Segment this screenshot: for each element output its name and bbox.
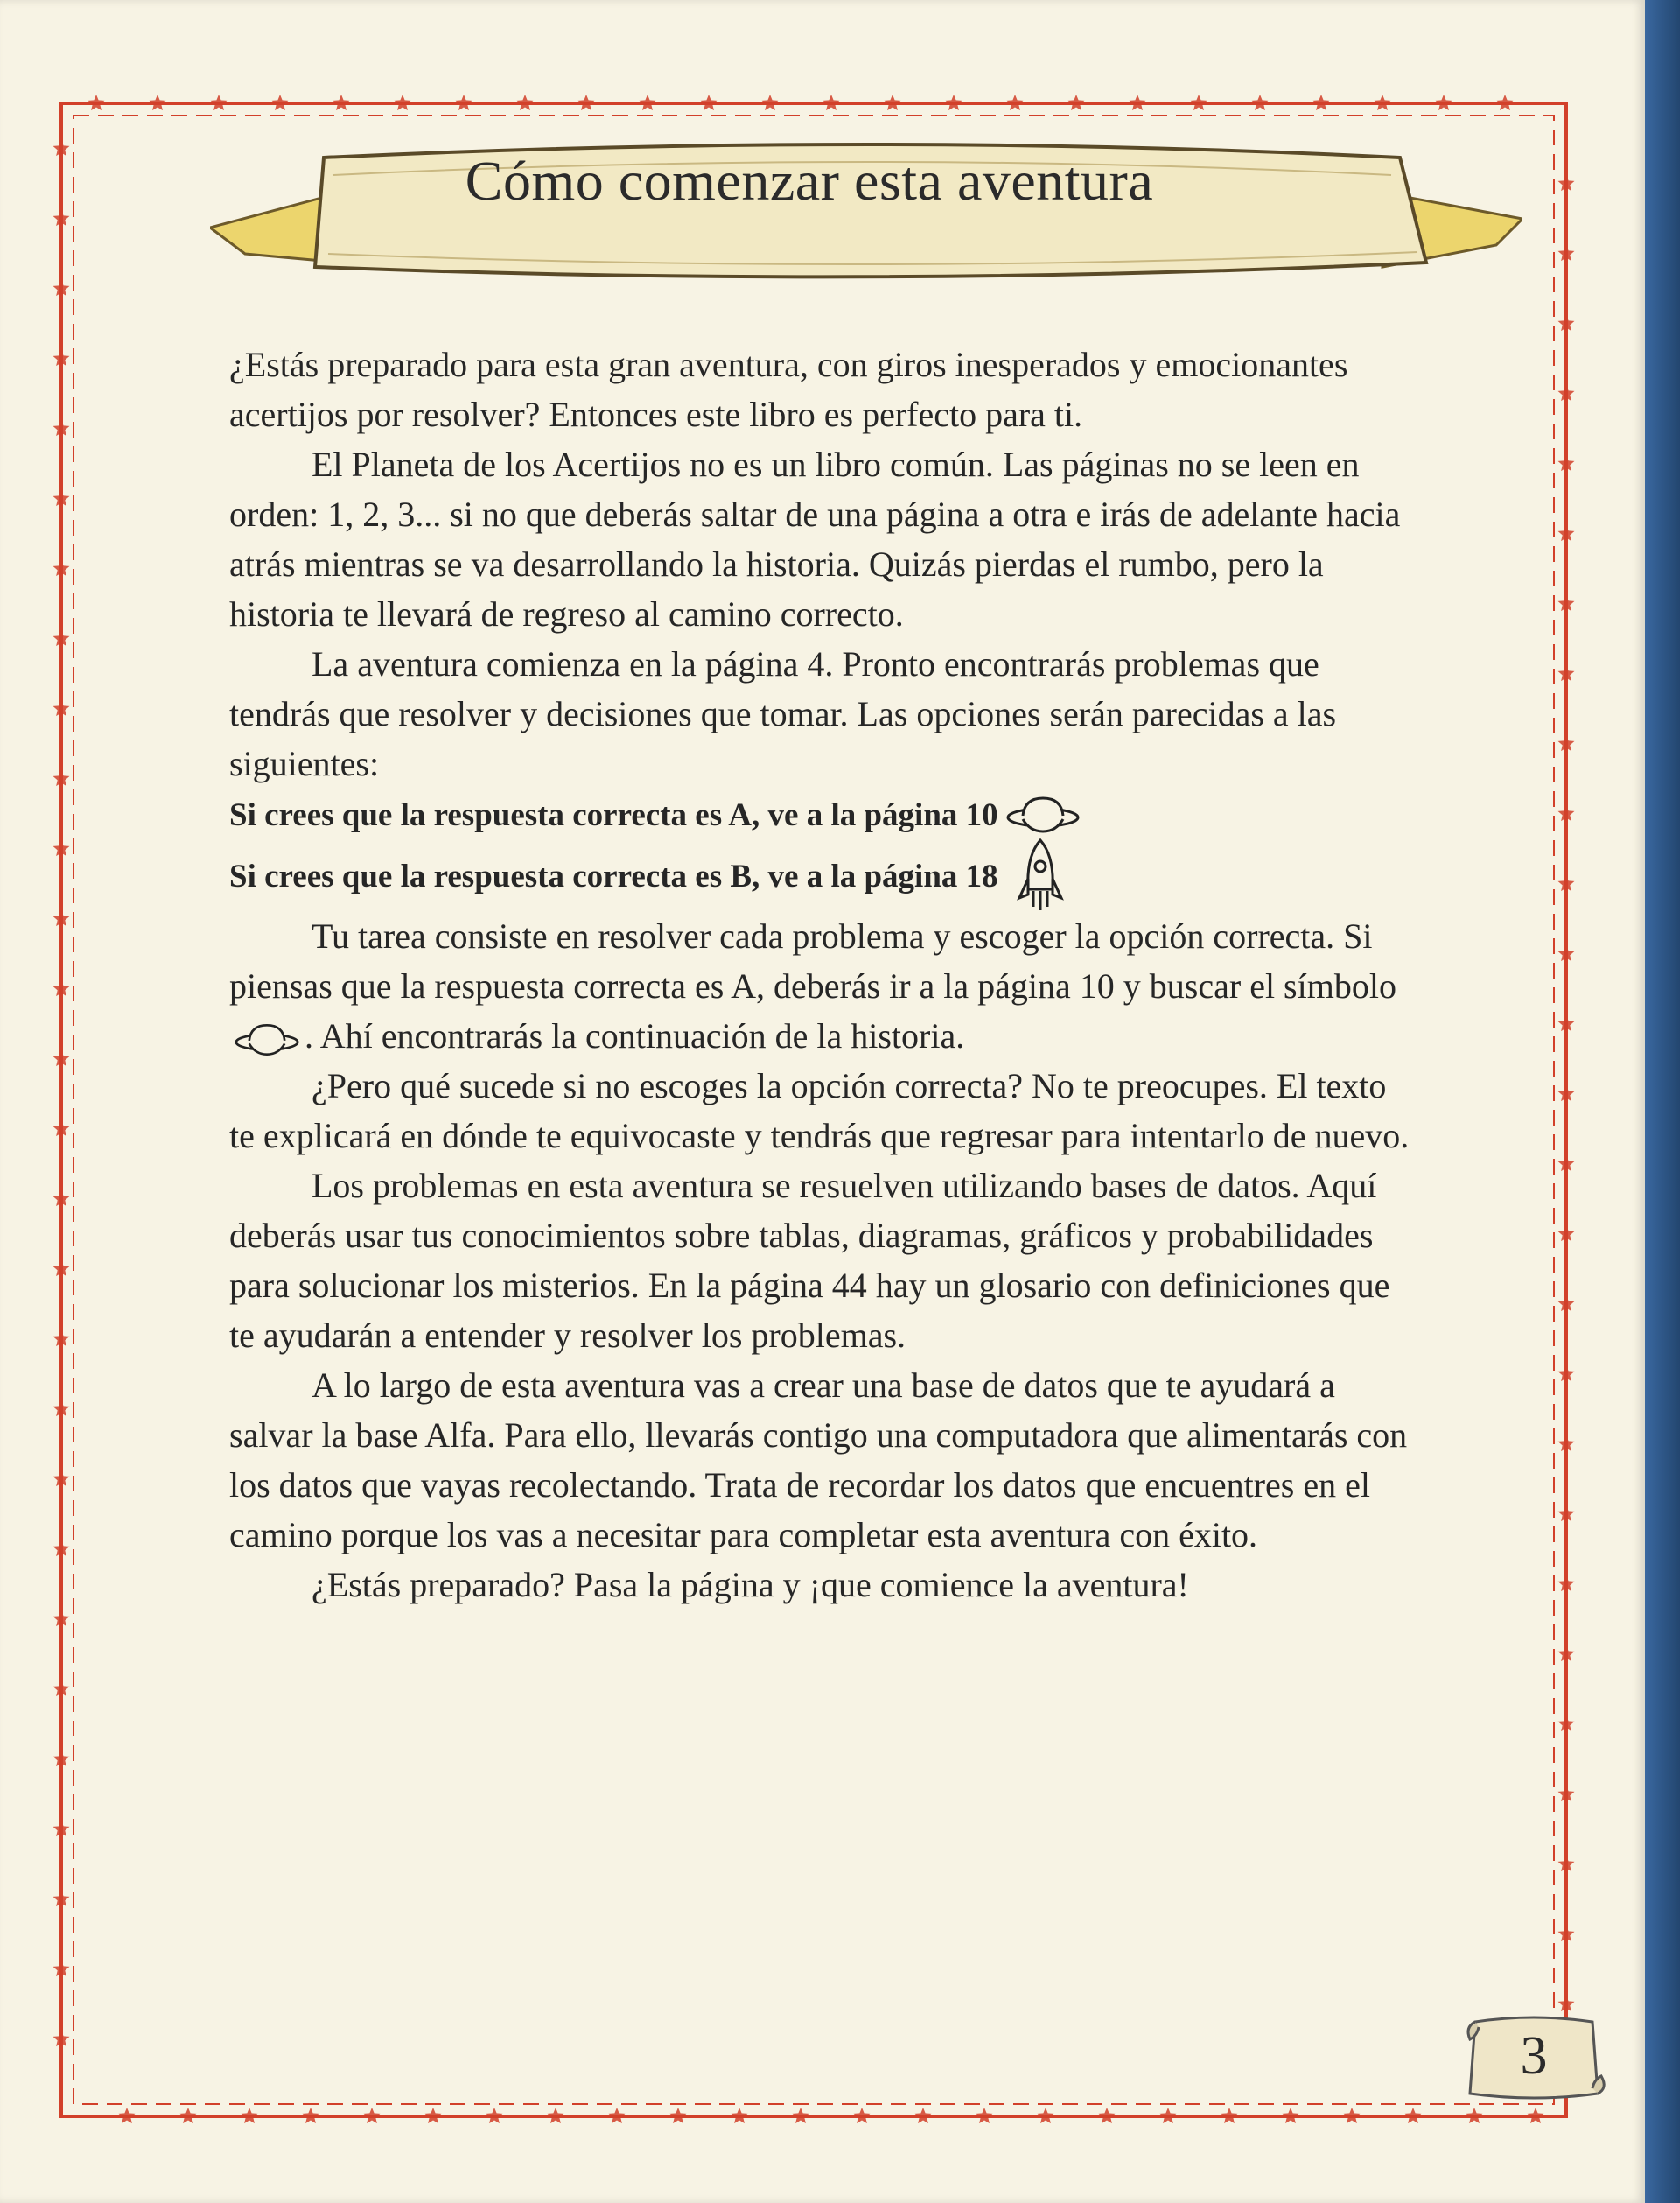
border-star-icon [1313, 95, 1330, 110]
paragraph-task [229, 911, 1419, 1061]
planet-icon [1004, 793, 1082, 837]
border-star-icon [364, 2108, 381, 2123]
border-star-icon [486, 2108, 503, 2123]
page-title: Cómo comenzar esta aventura [465, 150, 1154, 212]
rocket-icon [1014, 837, 1067, 916]
border-star-icon [1497, 95, 1514, 110]
option-b-text: Si crees que la respuesta correcta es B, ve a la página 18 [229, 858, 998, 895]
border-star-icon [976, 2108, 993, 2123]
border-star-icon [1222, 2108, 1238, 2123]
paragraph-start: La aventura comienza en la página 4. Pronto encontrarás problemas que tendrás que resolver y decisiones que tomar. Las opciones serán parecidas a las siguientes: [229, 644, 1337, 783]
border-star-icon [915, 2108, 932, 2123]
border-star-icon [517, 95, 534, 110]
border-star-icon [946, 95, 962, 110]
border-star-icon [242, 2108, 258, 2123]
border-star-icon [732, 2108, 748, 2123]
border-star-icon [272, 95, 289, 110]
border-star-icon [1130, 95, 1146, 110]
border-star-icon [578, 95, 595, 110]
border-star-icon [548, 2108, 564, 2123]
border-star-icon [1466, 2108, 1483, 2123]
border-star-icon [854, 2108, 871, 2123]
paragraph-computer: A lo largo de esta aventura vas a crear una base de datos que te ayudará a salvar la base Alfa. Para ello, llevarás contigo una computadora que alimentarás con los datos que vayas recolectando. Trata de recordar los datos que encuentres en el camino porque los vas a necesitar para completar esta aventura con éxito. [229, 1365, 1408, 1554]
planet-icon-inline [229, 1021, 304, 1059]
border-star-icon [1191, 95, 1208, 110]
border-star-icon [1252, 95, 1269, 110]
border-star-icon [88, 95, 105, 110]
task-text-before: Tu tarea consiste en resolver cada problema y escoger la opción correcta. Si piensas que la respuesta correcta es A, deberás ir a la página 10 y buscar el símbolo [229, 916, 1396, 1006]
option-a-text: Si crees que la respuesta correcta es A, ve a la página 10 [229, 796, 998, 833]
border-star-icon [456, 95, 472, 110]
border-star-icon [1405, 2108, 1422, 2123]
border-star-icon [1436, 95, 1452, 110]
border-star-icon [1038, 2108, 1054, 2123]
page-number-scroll [1460, 2010, 1608, 2106]
border-star-icon [303, 2108, 319, 2123]
border-star-icon [823, 95, 840, 110]
border-star-icon [885, 95, 901, 110]
border-star-icon [793, 2108, 809, 2123]
border-star-icon [640, 95, 656, 110]
paragraph-intro: ¿Estás preparado para esta gran aventura, con giros inesperados y emocionantes acertijos por resolver? Entonces este libro es perfecto para ti. [229, 345, 1348, 434]
paragraph-databases: Los problemas en esta aventura se resuelven utilizando bases de datos. Aquí deberás usar tus conocimientos sobre tablas, diagramas, gráficos y probabilidades para solucionar los misterios. En la página 44 hay un glosario con definiciones que te ayudarán a entender y resolver los problemas. [229, 1166, 1390, 1355]
option-a [229, 789, 1419, 841]
border-star-icon [1099, 2108, 1116, 2123]
border-star-icon [150, 95, 166, 110]
border-star-icon [211, 95, 228, 110]
border-star-icon [1283, 2108, 1299, 2123]
border-star-icon [1375, 95, 1391, 110]
border-star-icon [1160, 2108, 1177, 2123]
border-star-icon [425, 2108, 442, 2123]
border-star-icon [1007, 95, 1024, 110]
border-star-icon [180, 2108, 197, 2123]
border-star-icon [670, 2108, 687, 2123]
body-text [229, 340, 1419, 1610]
paragraph-closing: ¿Estás preparado? Pasa la página y ¡que comience la aventura! [312, 1565, 1189, 1604]
border-star-icon [1528, 2108, 1544, 2123]
option-b [229, 841, 1419, 911]
border-star-icon [1344, 2108, 1361, 2123]
border-star-icon [609, 2108, 626, 2123]
paragraph-book-rules: El Planeta de los Acertijos no es un libro común. Las páginas no se leen en orden: 1, 2, 3... si no que deberás saltar de una página a otra e irás de adelante hacia atrás mientras se va desarrollando la historia. Quizás pierdas el rumbo, pero la historia te llevará de regreso al camino correcto. [229, 445, 1401, 634]
paragraph-wrong-answer: ¿Pero qué sucede si no escoges la opción correcta? No te preocupes. El texto te explicará en dónde te equivocaste y tendrás que regresar para intentarlo de nuevo. [229, 1066, 1410, 1155]
book-cover-edge [1645, 0, 1680, 2203]
border-star-icon [1068, 95, 1085, 110]
task-text-after: . Ahí encontrarás la continuación de la historia. [304, 1016, 965, 1056]
border-star-icon [119, 2108, 136, 2123]
border-star-icon [333, 95, 350, 110]
border-star-icon [701, 95, 718, 110]
border-star-icon [395, 95, 411, 110]
border-star-icon [762, 95, 779, 110]
page-number: 3 [1520, 2026, 1548, 2086]
